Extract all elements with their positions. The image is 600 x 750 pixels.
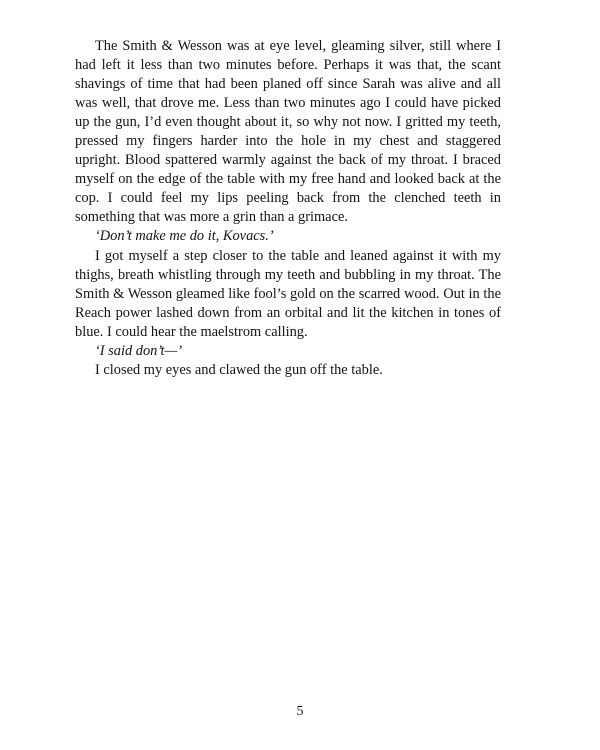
dialogue-line-2: ‘I said don’t—’ <box>95 342 183 359</box>
page-number: 5 <box>296 704 304 719</box>
paragraph-1: The Smith & Wesson was at eye level, gleaming silver, still where I had left it less than two minutes before. Perhaps it was that, the scant shavings of time that had been planed off since Sarah was alive and all was well, that drove me. Less than two minutes ago I could have picked up the gun, I’d even thought about it, so why not now. I gritted my teeth, pressed my fingers harder into the hole in my chest and staggered upright. Blood spattered warmly against the back of my throat. I braced myself on the edge of the table with my free hand and looked back at the cop. I could feel my lips peeling back from the clenched teeth in something that was more a grin than a grimace. <box>75 38 501 226</box>
paragraph-2: I got myself a step closer to the table and leaned against it with my thighs, breath whistling through my teeth and bubbling in my throat. The Smith & Wesson gleamed like fool’s gold on the scarred wood. Out in the Reach power lashed down from an orbital and lit the kitchen in tones of blue. I could hear the maelstrom calling. <box>75 247 501 340</box>
body-text <box>75 37 501 380</box>
paragraph-3: I closed my eyes and clawed the gun off the table. <box>95 361 383 378</box>
dialogue-line-1: ‘Don’t make me do it, Kovacs.’ <box>95 228 274 245</box>
